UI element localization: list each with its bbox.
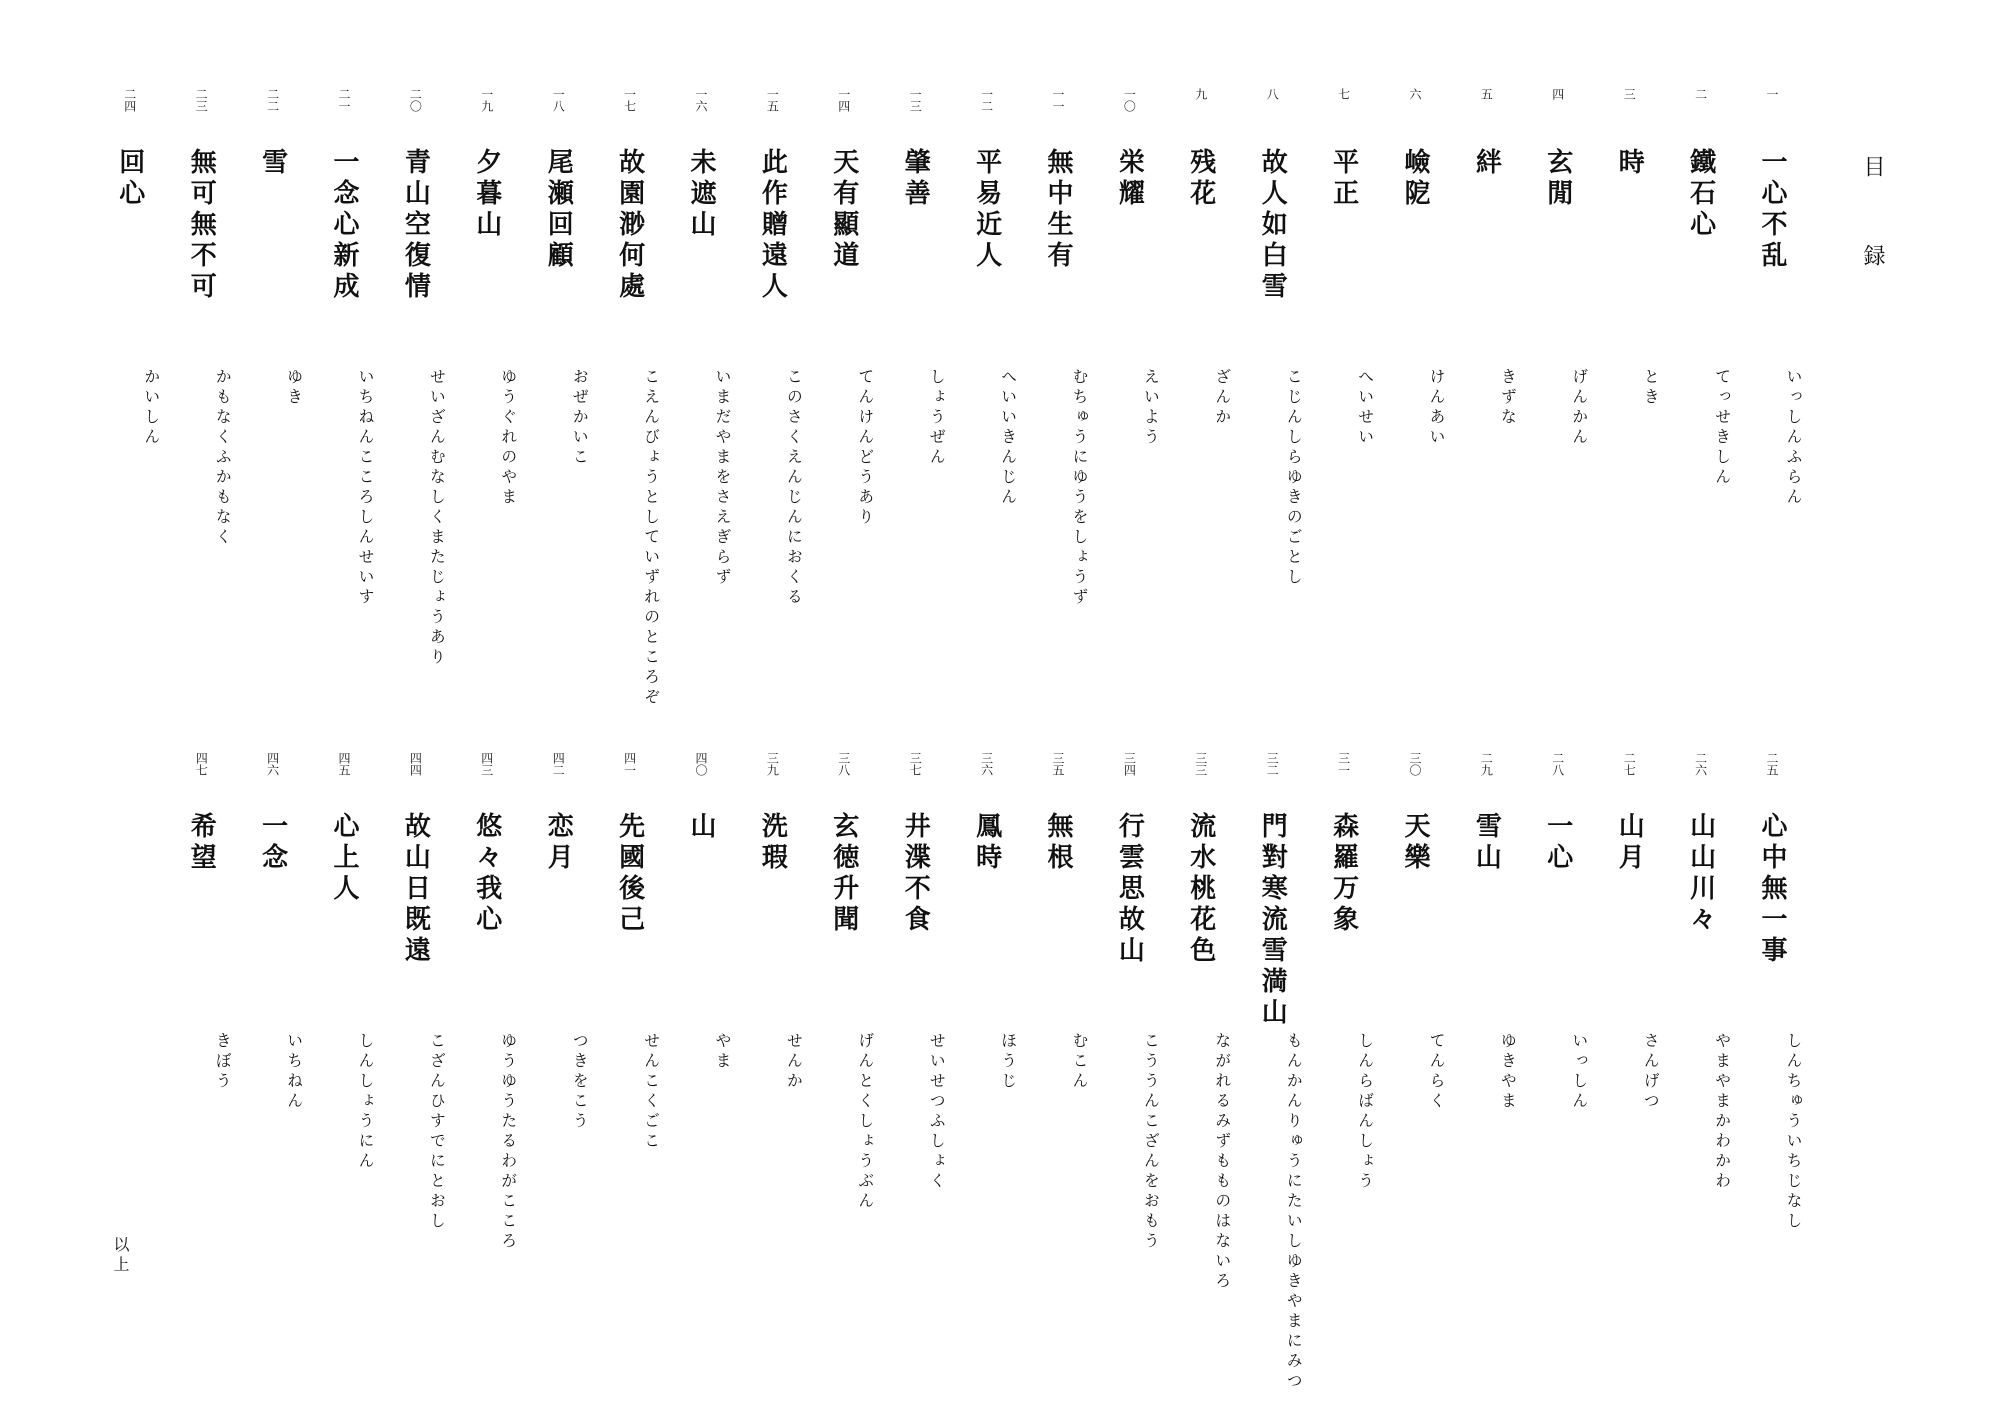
entry-title: 無中生有 [1043,148,1073,272]
entry-reading: せいざんむなしくまたじょうあり [427,368,447,668]
entry-title: 絆 [1471,148,1502,179]
entry-title: 故山日既遠 [400,812,431,967]
entry-number: 二〇 [408,88,423,112]
entry-title: 此作贈遠人 [757,148,788,303]
entry-number: 四五 [337,752,351,776]
entry-number: 三五 [1051,752,1065,776]
list-item [885,752,945,1402]
entry-number: 一二 [979,88,994,112]
entry-reading: げんかん [1569,368,1589,448]
entry-number: 四二 [551,752,566,776]
entry-number: 三 [1622,88,1637,100]
entry-title: 一心 [1542,812,1573,874]
entry-title: 玄徳升聞 [828,812,859,936]
list-item [100,88,160,738]
entry-number: 一九 [479,88,494,112]
entry-number: 一三 [908,88,923,112]
entry-number: 三六 [979,752,994,776]
entry-number: 一七 [622,88,637,112]
list-item [1242,752,1302,1402]
list-item [600,88,660,738]
entry-reading: こえんびょうとしていずれのところぞ [641,368,661,708]
list-item [814,88,874,738]
entry-number: 七 [1336,88,1351,100]
entry-reading: いまだやまをさえぎらず [713,368,732,588]
entry-number: 二七 [1622,752,1637,776]
entry-number: 一五 [765,88,780,112]
list-item [1385,88,1445,738]
entry-reading: さんげつ [1641,1032,1661,1112]
entry-number: 四七 [194,752,209,776]
entry-number: 二六 [1693,752,1708,776]
entry-reading: むちゅうにゆうをしょうず [1070,368,1089,608]
entry-title: 無可無不可 [186,148,217,303]
list-item [1099,88,1159,738]
entry-reading: ゆきやま [1498,1032,1518,1112]
entry-reading: こざんひすでにとおし [427,1032,447,1232]
entry-title: 平正 [1328,148,1359,210]
entry-number: 九 [1193,88,1208,100]
entry-reading: ほうじ [998,1032,1018,1092]
entry-title: 先國後己 [614,812,645,936]
list-item [1028,88,1088,738]
list-item [1028,752,1088,1402]
entry-number: 三二 [1265,752,1280,776]
list-item [1528,88,1588,738]
entry-title: 山山川々 [1685,812,1716,936]
entry-title: 嶮阸 [1400,148,1430,210]
list-item [385,752,445,1402]
list-item [957,88,1017,738]
entry-title: 栄耀 [1114,148,1145,210]
entry-reading: てんらく [1427,1032,1446,1112]
entry-number: 三七 [908,752,923,776]
entry-title: 山月 [1614,812,1645,874]
entry-reading: つきをこう [570,1032,590,1132]
entry-number: 四〇 [694,752,708,776]
entry-number: 三一 [1336,752,1351,776]
entry-title: 天樂 [1400,812,1430,874]
entry-reading: こじんしらゆきのごとし [1284,368,1304,588]
entry-title: 行雲思故山 [1114,812,1145,967]
entry-reading: ながれるみずもものはないろ [1212,1032,1232,1292]
entry-title: 玄閒 [1542,148,1573,210]
list-item [671,752,731,1402]
entry-number: 二一 [337,88,351,112]
entry-title: 未遮山 [686,148,716,241]
list-item [314,752,374,1402]
entry-reading: かもなくふかもなく [213,368,233,548]
list-item [1599,752,1659,1402]
list-item [243,88,303,738]
entry-reading: えいよう [1141,368,1161,448]
list-item [885,88,945,738]
entry-number: 二二 [265,88,280,112]
entry-title: 鐵石心 [1685,148,1716,241]
list-item [671,88,731,738]
entry-number: 一 [1765,88,1779,100]
entry-number: 四四 [408,752,423,776]
list-item [1528,752,1588,1402]
entry-number: 三四 [1122,752,1137,776]
entry-reading: きぼう [213,1032,233,1092]
entry-reading: しんちゅういちじなし [1784,1032,1803,1232]
entry-reading: このさくえんじんにおくる [784,368,804,608]
entry-title: 天有顯道 [828,148,859,272]
entry-reading: とき [1641,368,1661,408]
entry-reading: やまやまかわかわ [1712,1032,1732,1192]
list-item [1456,88,1516,738]
list-item [457,88,517,738]
entry-reading: けんあい [1427,368,1446,448]
entry-reading: げんとくしょうぶん [855,1032,875,1212]
entry-title: 回心 [114,148,145,210]
entry-title: 森羅万象 [1328,812,1359,936]
list-item [1599,88,1659,738]
entry-number: 二 [1693,88,1708,100]
entry-number: 四一 [622,752,637,776]
entry-reading: いっしんふらん [1784,368,1803,508]
page-title: 目 録 [1860,155,1885,296]
entry-number: 一一 [1051,88,1065,112]
entry-number: 八 [1265,88,1280,100]
entry-title: 井渫不食 [900,812,931,936]
entry-number: 四 [1550,88,1565,100]
entry-reading: こううんこざんをおもう [1141,1032,1161,1252]
entry-reading: せんこくごこ [641,1032,661,1152]
list-item [957,752,1017,1402]
entry-number: 二五 [1765,752,1779,776]
entry-reading: いちねんこころしんせいす [356,368,375,608]
list-item [1456,752,1516,1402]
list-item [314,88,374,738]
list-item [1742,88,1802,738]
entry-reading: ゆうゆうたるわがこころ [498,1032,518,1252]
entry-number: 三九 [765,752,780,776]
entry-reading: いっしん [1569,1032,1589,1112]
entry-title: 雪 [257,148,288,179]
entry-number: 二三 [194,88,209,112]
entry-title: 故人如白雪 [1257,148,1288,303]
entry-reading: しょうぜん [927,368,947,468]
entry-number: 三三 [1193,752,1208,776]
entry-reading: せいせつふしょく [927,1032,947,1192]
entry-number: 四六 [265,752,280,776]
list-item [814,752,874,1402]
entry-reading: しんしょうにん [356,1032,375,1172]
entry-reading: へいせい [1355,368,1375,448]
list-item [171,752,231,1402]
list-item [385,88,445,738]
list-item [243,752,303,1402]
entry-title: 心上人 [329,812,359,905]
list-item [742,752,802,1402]
entry-number: 一六 [694,88,708,112]
list-item [1314,88,1374,738]
entry-title: 夕暮山 [471,148,502,241]
list-item [1742,752,1802,1402]
entry-reading: やま [713,1032,732,1072]
list-item [1171,752,1231,1402]
closing-mark: 以上 [111,1236,130,1276]
entry-title: 無根 [1043,812,1073,874]
entry-reading: もんかんりゅうにたいしゆきやまにみつ [1284,1032,1304,1392]
entry-title: 尾瀬回顧 [543,148,574,272]
entry-title: 心中無一事 [1757,812,1787,967]
entry-title: 残花 [1185,148,1216,210]
list-item [1314,752,1374,1402]
entry-title: 洗瑕 [757,812,788,874]
entry-reading: むこん [1070,1032,1089,1092]
entry-title: 雪山 [1471,812,1502,874]
list-item [1671,752,1731,1402]
entry-reading: へいいきんじん [998,368,1018,508]
list-item [600,752,660,1402]
entry-title: 青山空復情 [400,148,431,303]
entry-reading: てっせきしん [1712,368,1732,488]
entry-title: 希望 [186,812,217,874]
entry-reading: おぜかいこ [570,368,590,468]
entry-title: 故園渺何處 [614,148,645,303]
entry-title: 悠々我心 [471,812,502,936]
list-item [1171,88,1231,738]
entry-number: 二九 [1479,752,1494,776]
entry-number: 三〇 [1408,752,1422,776]
list-item [171,88,231,738]
entry-number: 三八 [836,752,851,776]
entry-number: 五 [1479,88,1494,100]
list-item [1099,752,1159,1402]
entry-number: 六 [1408,88,1422,100]
entry-title: 肇善 [900,148,931,210]
list-item [528,88,588,738]
entry-reading: ざんか [1212,368,1232,428]
entry-title: 一念 [257,812,288,874]
entry-title: 流水桃花色 [1185,812,1216,967]
entry-number: 一八 [551,88,566,112]
entry-reading: きずな [1498,368,1518,428]
entry-number: 二四 [122,88,137,112]
list-item [1242,88,1302,738]
entry-title: 一心不乱 [1757,148,1787,272]
entry-reading: しんらばんしょう [1355,1032,1375,1192]
entry-number: 一〇 [1122,88,1137,112]
list-item [528,752,588,1402]
entry-title: 鳳時 [971,812,1002,874]
list-item [457,752,517,1402]
entry-title: 恋月 [543,812,574,874]
entry-number: 一四 [836,88,851,112]
entry-title: 一念心新成 [329,148,359,303]
list-item [1385,752,1445,1402]
entry-reading: てんけんどうあり [855,368,875,528]
entry-title: 山 [686,812,716,843]
list-item [742,88,802,738]
entry-title: 時 [1614,148,1645,179]
entry-reading: ゆうぐれのやま [498,368,518,508]
entry-number: 二八 [1550,752,1565,776]
list-item [1671,88,1731,738]
entry-title: 門對寒流雪満山 [1257,812,1288,1029]
entry-reading: せんか [784,1032,804,1092]
entry-title: 平易近人 [971,148,1002,272]
entry-reading: かいしん [141,368,161,448]
entry-reading: ゆき [284,368,304,408]
entry-reading: いちねん [284,1032,304,1112]
entry-number: 四三 [479,752,494,776]
